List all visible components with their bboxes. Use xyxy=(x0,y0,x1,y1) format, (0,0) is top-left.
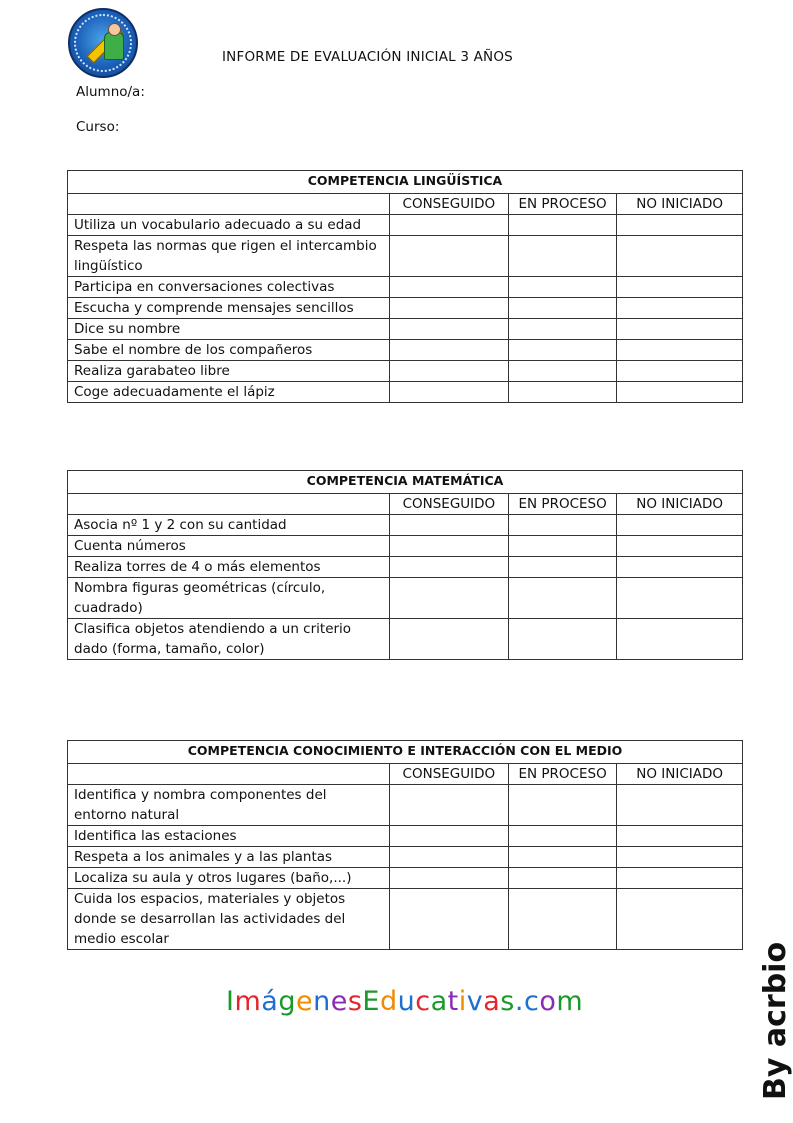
child-figure-icon xyxy=(104,32,124,60)
assessment-cell[interactable] xyxy=(617,215,743,236)
brand-letter: . xyxy=(514,986,524,1017)
evaluation-table xyxy=(67,170,743,403)
assessment-cell[interactable] xyxy=(617,619,743,660)
assessment-cell[interactable] xyxy=(617,847,743,868)
table-row xyxy=(68,236,743,277)
assessment-cell[interactable] xyxy=(617,277,743,298)
assessment-cell[interactable] xyxy=(508,361,616,382)
table-row xyxy=(68,277,743,298)
assessment-cell[interactable] xyxy=(389,785,508,826)
brand-letter: o xyxy=(539,986,557,1017)
brand-letter: c xyxy=(415,986,431,1017)
table-row xyxy=(68,319,743,340)
criterion-label: Escucha y comprende mensajes sencillos xyxy=(68,298,390,319)
assessment-cell[interactable] xyxy=(389,277,508,298)
site-logo xyxy=(68,8,138,78)
assessment-cell[interactable] xyxy=(389,361,508,382)
criterion-label: Cuida los espacios, materiales y objetos donde se desarrollan las actividades del medio escolar xyxy=(68,889,390,950)
assessment-cell[interactable] xyxy=(508,889,616,950)
evaluation-table xyxy=(67,740,743,950)
table-row xyxy=(68,868,743,889)
column-header: NO INICIADO xyxy=(617,494,743,515)
assessment-cell[interactable] xyxy=(508,298,616,319)
table-row xyxy=(68,298,743,319)
assessment-cell[interactable] xyxy=(389,298,508,319)
brand-letter: m xyxy=(234,986,262,1017)
brand-letter: e xyxy=(330,986,348,1017)
table-row xyxy=(68,215,743,236)
brand-letter: E xyxy=(362,986,380,1017)
assessment-cell[interactable] xyxy=(508,847,616,868)
header-blank-cell xyxy=(68,494,390,515)
brand-letter: t xyxy=(447,986,459,1017)
table-heading: COMPETENCIA LINGÜÍSTICA xyxy=(68,171,743,194)
assessment-cell[interactable] xyxy=(389,236,508,277)
assessment-cell[interactable] xyxy=(508,619,616,660)
course-field-label: Curso: xyxy=(76,119,120,135)
table-row xyxy=(68,619,743,660)
table-row xyxy=(68,361,743,382)
column-header: CONSEGUIDO xyxy=(389,494,508,515)
criterion-label: Respeta a los animales y a las plantas xyxy=(68,847,390,868)
brand-letter: s xyxy=(347,986,363,1017)
brand-letter: e xyxy=(295,986,314,1017)
criterion-label: Clasifica objetos atendiendo a un criterio dado (forma, tamaño, color) xyxy=(68,619,390,660)
assessment-cell[interactable] xyxy=(508,557,616,578)
assessment-cell[interactable] xyxy=(617,578,743,619)
assessment-cell[interactable] xyxy=(389,536,508,557)
brand-letter: n xyxy=(313,986,331,1017)
brand-letter: d xyxy=(379,986,398,1017)
brand-letter: I xyxy=(226,986,235,1017)
assessment-cell[interactable] xyxy=(617,236,743,277)
assessment-cell[interactable] xyxy=(617,319,743,340)
assessment-cell[interactable] xyxy=(617,361,743,382)
assessment-cell[interactable] xyxy=(389,557,508,578)
column-header: EN PROCESO xyxy=(508,194,616,215)
assessment-cell[interactable] xyxy=(389,340,508,361)
table-row xyxy=(68,536,743,557)
criterion-label: Participa en conversaciones colectivas xyxy=(68,277,390,298)
assessment-cell[interactable] xyxy=(508,868,616,889)
assessment-cell[interactable] xyxy=(508,785,616,826)
assessment-cell[interactable] xyxy=(389,515,508,536)
brand-letter: g xyxy=(278,986,296,1017)
brand-letter: a xyxy=(430,986,448,1017)
criterion-label: Cuenta números xyxy=(68,536,390,557)
assessment-cell[interactable] xyxy=(389,847,508,868)
header-blank-cell xyxy=(68,764,390,785)
assessment-cell[interactable] xyxy=(508,236,616,277)
assessment-cell[interactable] xyxy=(389,319,508,340)
page-title: INFORME DE EVALUACIÓN INICIAL 3 AÑOS xyxy=(222,49,513,65)
criterion-label: Sabe el nombre de los compañeros xyxy=(68,340,390,361)
criterion-label: Nombra figuras geométricas (círculo, cuadrado) xyxy=(68,578,390,619)
assessment-cell[interactable] xyxy=(617,340,743,361)
brand-wordmark xyxy=(226,986,583,1017)
table-row xyxy=(68,340,743,361)
assessment-cell[interactable] xyxy=(617,785,743,826)
assessment-cell[interactable] xyxy=(389,578,508,619)
evaluation-table xyxy=(67,470,743,660)
brand-letter: s xyxy=(500,986,515,1017)
assessment-cell[interactable] xyxy=(389,619,508,660)
assessment-cell[interactable] xyxy=(508,277,616,298)
table-row xyxy=(68,847,743,868)
assessment-cell[interactable] xyxy=(508,578,616,619)
assessment-cell[interactable] xyxy=(617,382,743,403)
assessment-cell[interactable] xyxy=(508,340,616,361)
column-header: EN PROCESO xyxy=(508,494,616,515)
assessment-cell[interactable] xyxy=(508,215,616,236)
brand-letter: u xyxy=(397,986,416,1017)
column-header: EN PROCESO xyxy=(508,764,616,785)
table-row xyxy=(68,826,743,847)
criterion-label: Utiliza un vocabulario adecuado a su edad xyxy=(68,215,390,236)
column-header: NO INICIADO xyxy=(617,194,743,215)
table-heading: COMPETENCIA CONOCIMIENTO E INTERACCIÓN CON EL MEDIO xyxy=(68,741,743,764)
assessment-cell[interactable] xyxy=(617,889,743,950)
brand-letter: m xyxy=(556,986,584,1017)
brand-letter: a xyxy=(483,986,501,1017)
table-row xyxy=(68,515,743,536)
assessment-cell[interactable] xyxy=(617,515,743,536)
assessment-cell[interactable] xyxy=(617,298,743,319)
header-blank-cell xyxy=(68,194,390,215)
table-row xyxy=(68,785,743,826)
criterion-label: Identifica y nombra componentes del entorno natural xyxy=(68,785,390,826)
criterion-label: Identifica las estaciones xyxy=(68,826,390,847)
brand-letter: c xyxy=(523,986,540,1017)
column-header: NO INICIADO xyxy=(617,764,743,785)
table-heading: COMPETENCIA MATEMÁTICA xyxy=(68,471,743,494)
criterion-label: Asocia nº 1 y 2 con su cantidad xyxy=(68,515,390,536)
assessment-cell[interactable] xyxy=(617,868,743,889)
table-row xyxy=(68,578,743,619)
criterion-label: Coge adecuadamente el lápiz xyxy=(68,382,390,403)
assessment-cell[interactable] xyxy=(508,515,616,536)
column-header: CONSEGUIDO xyxy=(389,764,508,785)
assessment-cell[interactable] xyxy=(389,826,508,847)
assessment-cell[interactable] xyxy=(508,536,616,557)
criterion-label: Realiza torres de 4 o más elementos xyxy=(68,557,390,578)
assessment-cell[interactable] xyxy=(389,382,508,403)
assessment-cell[interactable] xyxy=(389,215,508,236)
assessment-cell[interactable] xyxy=(508,319,616,340)
assessment-cell[interactable] xyxy=(617,826,743,847)
table-row xyxy=(68,889,743,950)
table-row xyxy=(68,557,743,578)
brand-letter: á xyxy=(261,986,279,1017)
assessment-cell[interactable] xyxy=(389,868,508,889)
student-field-label: Alumno/a: xyxy=(76,84,145,100)
criterion-label: Realiza garabateo libre xyxy=(68,361,390,382)
column-header: CONSEGUIDO xyxy=(389,194,508,215)
author-signature: By acrbio xyxy=(758,941,793,1100)
table-row xyxy=(68,382,743,403)
brand-letter: v xyxy=(466,986,484,1017)
brand-letter: i xyxy=(458,986,467,1017)
criterion-label: Dice su nombre xyxy=(68,319,390,340)
assessment-cell[interactable] xyxy=(389,889,508,950)
assessment-cell[interactable] xyxy=(508,382,616,403)
criterion-label: Localiza su aula y otros lugares (baño,...) xyxy=(68,868,390,889)
assessment-cell[interactable] xyxy=(508,826,616,847)
assessment-cell[interactable] xyxy=(617,536,743,557)
assessment-cell[interactable] xyxy=(617,557,743,578)
criterion-label: Respeta las normas que rigen el intercambio lingüístico xyxy=(68,236,390,277)
